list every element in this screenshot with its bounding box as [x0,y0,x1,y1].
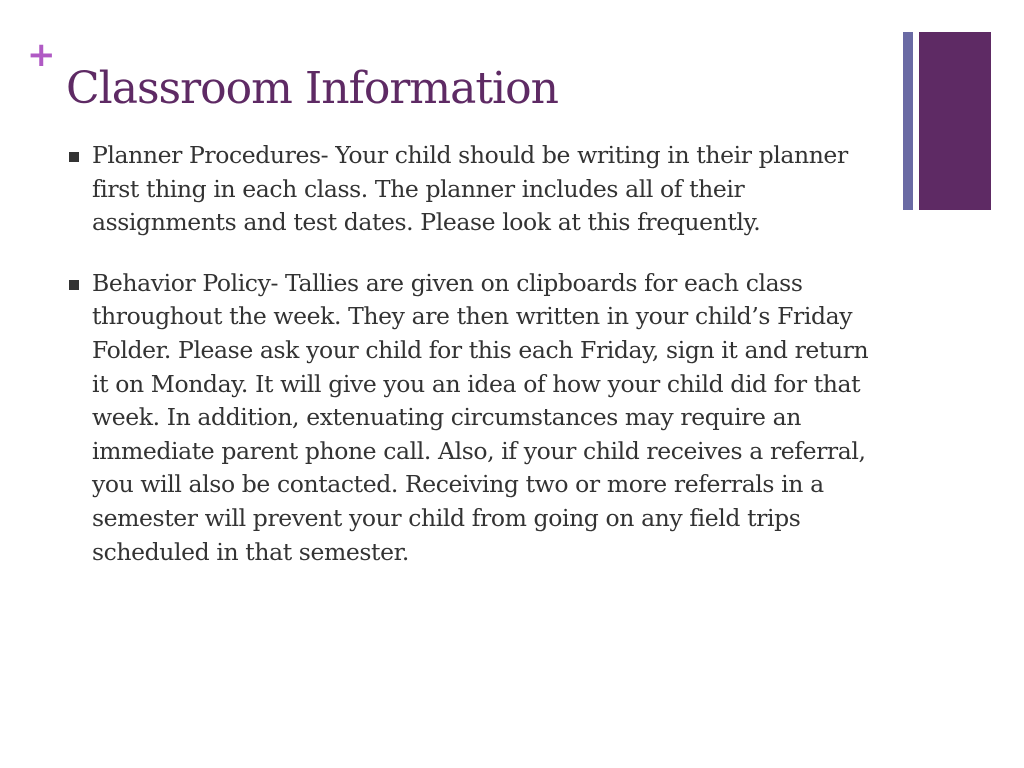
decorative-thick-bar [919,32,991,210]
square-bullet-icon [69,152,79,162]
bullet-text: Planner Procedures- Your child should be writing in their planner first thing in each class. The planner includes all of their assignments and test dates. Please look at this frequently. [92,141,848,237]
plus-icon: + [27,35,56,75]
bullet-behavior-policy [66,267,888,569]
square-bullet-icon [69,280,79,290]
decorative-thin-bar [903,32,913,210]
bullet-text: Behavior Policy- Tallies are given on clipboards for each class throughout the week. They are then written in your child’s Friday Folder. Please ask your child for this each Friday, sign it and return it on Monday. It will give you an idea of how your child did for that week. In addition, extenuating circumstances may require an immediate parent phone call. Also, if your child receives a referral, you will also be contacted. Receiving two or more referrals in a semester will prevent your child from going on any field trips scheduled in that semester. [92,268,869,566]
bullet-planner-procedures [66,139,888,240]
bullet-list [66,139,888,569]
slide-title: Classroom Information [66,63,558,114]
